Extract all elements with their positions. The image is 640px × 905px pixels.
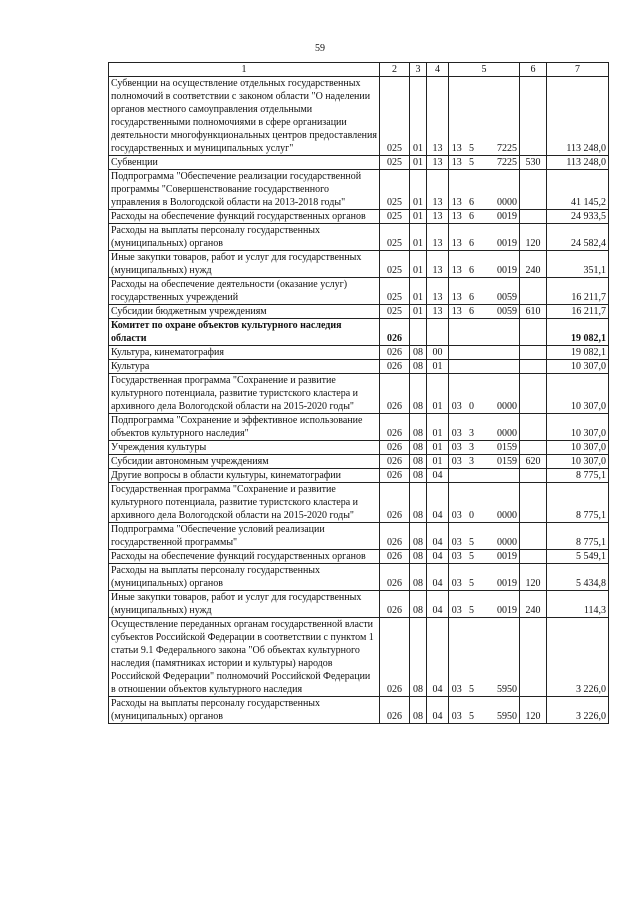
row-program-code: 03 (449, 374, 465, 414)
row-subsection: 04 (427, 564, 449, 591)
row-program-code: 03 (449, 564, 465, 591)
row-admin-code: 026 (380, 550, 410, 564)
row-subsection (427, 319, 449, 346)
row-admin-code: 025 (380, 278, 410, 305)
row-section: 08 (410, 374, 427, 414)
row-section: 01 (410, 278, 427, 305)
row-expense-type (520, 210, 547, 224)
row-admin-code: 026 (380, 319, 410, 346)
row-name: Расходы на обеспечение функций государственных органов (109, 550, 380, 564)
row-expense-type (520, 550, 547, 564)
budget-table (108, 62, 609, 724)
row-subprogram-code (465, 319, 479, 346)
row-expense-type (520, 374, 547, 414)
row-program-code: 03 (449, 523, 465, 550)
row-direction-code: 7225 (479, 156, 520, 170)
row-subprogram-code: 5 (465, 564, 479, 591)
header-col-4: 4 (427, 63, 449, 77)
row-program-code: 03 (449, 550, 465, 564)
row-subsection: 13 (427, 278, 449, 305)
row-section: 08 (410, 523, 427, 550)
row-name: Субвенции на осуществление отдельных государственных полномочий в соответствии с законом области "О наделении органов местного самоуправления отдельными государственными полномочиями в сфере организации деятельности многофункциональных центров предоставления государственных и муниципальных услуг" (109, 77, 380, 156)
row-name: Осуществление переданных органам государственной власти субъектов Российской Федерации в соответствии с пунктом 1 статьи 9.1 Федерального закона "Об объектах культурного наследия (памятниках истории и культуры) народов Российской Федерации" полномочий Российской Федерации в отношении объектов культурного наследия (109, 618, 380, 697)
row-direction-code: 0000 (479, 374, 520, 414)
row-subprogram-code (465, 346, 479, 360)
row-subsection: 13 (427, 77, 449, 156)
row-program-code: 03 (449, 618, 465, 697)
row-expense-type: 610 (520, 305, 547, 319)
row-subprogram-code: 5 (465, 523, 479, 550)
row-name: Субсидии бюджетным учреждениям (109, 305, 380, 319)
row-amount: 10 307,0 (547, 455, 609, 469)
row-subprogram-code: 5 (465, 591, 479, 618)
row-amount: 3 226,0 (547, 697, 609, 724)
row-expense-type (520, 77, 547, 156)
row-subsection: 13 (427, 156, 449, 170)
row-program-code: 13 (449, 156, 465, 170)
row-program-code (449, 319, 465, 346)
row-section (410, 319, 427, 346)
row-name: Подпрограмма "Сохранение и эффективное использование объектов культурного наследия" (109, 414, 380, 441)
table-row (109, 224, 609, 251)
row-amount: 113 248,0 (547, 77, 609, 156)
row-program-code: 03 (449, 483, 465, 523)
row-subprogram-code (465, 469, 479, 483)
row-subsection: 01 (427, 455, 449, 469)
row-program-code (449, 346, 465, 360)
row-admin-code: 025 (380, 305, 410, 319)
row-amount: 10 307,0 (547, 441, 609, 455)
row-subsection: 04 (427, 483, 449, 523)
row-name: Государственная программа "Сохранение и развитие культурного потенциала, развитие туристского кластера и архивного дела Вологодской области на 2015-2020 годы" (109, 483, 380, 523)
row-amount: 24 582,4 (547, 224, 609, 251)
row-subprogram-code: 0 (465, 374, 479, 414)
table-row (109, 550, 609, 564)
header-col-5: 5 (449, 63, 520, 77)
row-admin-code: 026 (380, 374, 410, 414)
row-admin-code: 026 (380, 346, 410, 360)
row-direction-code (479, 360, 520, 374)
row-program-code: 13 (449, 210, 465, 224)
row-direction-code (479, 469, 520, 483)
table-row (109, 305, 609, 319)
row-name: Расходы на обеспечение функций государственных органов (109, 210, 380, 224)
row-subsection: 04 (427, 469, 449, 483)
row-amount: 8 775,1 (547, 483, 609, 523)
row-section: 08 (410, 483, 427, 523)
row-program-code: 13 (449, 251, 465, 278)
row-direction-code: 0000 (479, 414, 520, 441)
row-expense-type: 240 (520, 591, 547, 618)
row-admin-code: 026 (380, 414, 410, 441)
table-row (109, 523, 609, 550)
row-program-code (449, 469, 465, 483)
row-program-code: 13 (449, 305, 465, 319)
row-program-code: 13 (449, 170, 465, 210)
header-col-2: 2 (380, 63, 410, 77)
row-name: Культура (109, 360, 380, 374)
row-admin-code: 026 (380, 469, 410, 483)
row-amount: 8 775,1 (547, 469, 609, 483)
row-program-code: 03 (449, 441, 465, 455)
row-subprogram-code (465, 360, 479, 374)
row-subsection: 01 (427, 360, 449, 374)
row-name: Другие вопросы в области культуры, кинематографии (109, 469, 380, 483)
row-name: Культура, кинематография (109, 346, 380, 360)
row-direction-code: 0059 (479, 278, 520, 305)
row-section: 01 (410, 224, 427, 251)
row-expense-type (520, 483, 547, 523)
header-col-7: 7 (547, 63, 609, 77)
row-program-code: 03 (449, 591, 465, 618)
row-subprogram-code: 5 (465, 550, 479, 564)
table-row (109, 697, 609, 724)
row-amount: 41 145,2 (547, 170, 609, 210)
row-subprogram-code: 5 (465, 618, 479, 697)
row-subsection: 04 (427, 550, 449, 564)
row-expense-type (520, 414, 547, 441)
row-subprogram-code: 6 (465, 278, 479, 305)
row-program-code (449, 360, 465, 374)
row-section: 01 (410, 156, 427, 170)
row-subprogram-code: 6 (465, 305, 479, 319)
row-amount: 113 248,0 (547, 156, 609, 170)
row-section: 08 (410, 346, 427, 360)
table-row (109, 564, 609, 591)
row-program-code: 13 (449, 278, 465, 305)
row-expense-type (520, 278, 547, 305)
row-name: Государственная программа "Сохранение и развитие культурного потенциала, развитие туристского кластера и архивного дела Вологодской области на 2015-2020 годы" (109, 374, 380, 414)
row-section: 08 (410, 618, 427, 697)
table-row (109, 469, 609, 483)
row-expense-type: 240 (520, 251, 547, 278)
row-expense-type (520, 319, 547, 346)
row-expense-type: 530 (520, 156, 547, 170)
row-expense-type: 620 (520, 455, 547, 469)
row-amount: 10 307,0 (547, 360, 609, 374)
row-admin-code: 026 (380, 523, 410, 550)
row-subsection: 00 (427, 346, 449, 360)
row-admin-code: 026 (380, 455, 410, 469)
row-section: 08 (410, 564, 427, 591)
table-row (109, 251, 609, 278)
row-admin-code: 025 (380, 77, 410, 156)
row-direction-code (479, 346, 520, 360)
row-amount: 5 434,8 (547, 564, 609, 591)
row-name: Иные закупки товаров, работ и услуг для государственных (муниципальных) нужд (109, 251, 380, 278)
row-name: Расходы на выплаты персоналу государственных (муниципальных) органов (109, 564, 380, 591)
row-section: 01 (410, 251, 427, 278)
row-admin-code: 026 (380, 483, 410, 523)
row-subprogram-code: 5 (465, 697, 479, 724)
row-direction-code: 0159 (479, 441, 520, 455)
row-expense-type (520, 469, 547, 483)
row-name: Подпрограмма "Обеспечение условий реализации государственной программы" (109, 523, 380, 550)
row-subsection: 01 (427, 374, 449, 414)
row-section: 01 (410, 170, 427, 210)
row-amount: 8 775,1 (547, 523, 609, 550)
row-admin-code: 025 (380, 210, 410, 224)
row-amount: 16 211,7 (547, 278, 609, 305)
table-row (109, 170, 609, 210)
row-direction-code: 0019 (479, 564, 520, 591)
row-subprogram-code: 3 (465, 455, 479, 469)
row-program-code: 13 (449, 224, 465, 251)
row-program-code: 03 (449, 455, 465, 469)
row-expense-type (520, 360, 547, 374)
row-expense-type (520, 346, 547, 360)
row-subsection: 13 (427, 305, 449, 319)
table-row (109, 591, 609, 618)
row-section: 08 (410, 550, 427, 564)
row-direction-code: 5950 (479, 697, 520, 724)
row-subsection: 04 (427, 523, 449, 550)
row-direction-code: 5950 (479, 618, 520, 697)
row-admin-code: 026 (380, 360, 410, 374)
row-amount: 351,1 (547, 251, 609, 278)
row-name: Субсидии автономным учреждениям (109, 455, 380, 469)
table-row (109, 455, 609, 469)
row-amount: 5 549,1 (547, 550, 609, 564)
table-row (109, 374, 609, 414)
table-row (109, 278, 609, 305)
table-row (109, 360, 609, 374)
row-expense-type (520, 441, 547, 455)
row-direction-code: 0059 (479, 305, 520, 319)
row-amount: 16 211,7 (547, 305, 609, 319)
table-row (109, 77, 609, 156)
row-section: 08 (410, 591, 427, 618)
row-direction-code: 0000 (479, 523, 520, 550)
row-section: 08 (410, 469, 427, 483)
table-row (109, 210, 609, 224)
row-direction-code: 0019 (479, 224, 520, 251)
row-expense-type (520, 523, 547, 550)
row-direction-code: 0019 (479, 210, 520, 224)
table-row (109, 441, 609, 455)
row-direction-code: 7225 (479, 77, 520, 156)
row-admin-code: 025 (380, 251, 410, 278)
table-row (109, 156, 609, 170)
row-subsection: 13 (427, 251, 449, 278)
header-col-1: 1 (109, 63, 380, 77)
row-subsection: 04 (427, 591, 449, 618)
row-section: 08 (410, 360, 427, 374)
row-subsection: 01 (427, 441, 449, 455)
row-amount: 114,3 (547, 591, 609, 618)
row-section: 01 (410, 305, 427, 319)
row-admin-code: 026 (380, 697, 410, 724)
row-name: Учреждения культуры (109, 441, 380, 455)
row-admin-code: 026 (380, 441, 410, 455)
table-row (109, 319, 609, 346)
row-admin-code: 026 (380, 591, 410, 618)
row-section: 08 (410, 697, 427, 724)
row-name: Расходы на обеспечение деятельности (оказание услуг) государственных учреждений (109, 278, 380, 305)
row-name: Расходы на выплаты персоналу государственных (муниципальных) органов (109, 224, 380, 251)
row-subprogram-code: 5 (465, 156, 479, 170)
table-row (109, 483, 609, 523)
row-subprogram-code: 6 (465, 210, 479, 224)
row-admin-code: 025 (380, 170, 410, 210)
row-amount: 10 307,0 (547, 414, 609, 441)
row-direction-code: 0000 (479, 483, 520, 523)
table-row (109, 414, 609, 441)
row-subprogram-code: 6 (465, 224, 479, 251)
row-expense-type: 120 (520, 224, 547, 251)
row-expense-type (520, 618, 547, 697)
row-amount: 24 933,5 (547, 210, 609, 224)
row-section: 01 (410, 210, 427, 224)
row-program-code: 03 (449, 697, 465, 724)
row-direction-code: 0000 (479, 170, 520, 210)
row-subprogram-code: 0 (465, 483, 479, 523)
row-subsection: 13 (427, 224, 449, 251)
row-amount: 19 082,1 (547, 319, 609, 346)
row-direction-code: 0019 (479, 550, 520, 564)
row-admin-code: 026 (380, 618, 410, 697)
row-subprogram-code: 6 (465, 170, 479, 210)
row-subprogram-code: 3 (465, 441, 479, 455)
header-col-6: 6 (520, 63, 547, 77)
row-expense-type (520, 170, 547, 210)
row-section: 08 (410, 441, 427, 455)
row-name: Комитет по охране объектов культурного наследия области (109, 319, 380, 346)
row-program-code: 13 (449, 77, 465, 156)
row-subsection: 13 (427, 210, 449, 224)
row-name: Подпрограмма "Обеспечение реализации государственной программы "Совершенствование государственного управления в Вологодской области на 2013-2018 годы" (109, 170, 380, 210)
header-col-3: 3 (410, 63, 427, 77)
row-amount: 19 082,1 (547, 346, 609, 360)
row-name: Расходы на выплаты персоналу государственных (муниципальных) органов (109, 697, 380, 724)
row-amount: 3 226,0 (547, 618, 609, 697)
row-section: 01 (410, 77, 427, 156)
row-admin-code: 025 (380, 156, 410, 170)
table-header-row (109, 63, 609, 77)
page-number: 59 (315, 43, 325, 54)
row-subprogram-code: 6 (465, 251, 479, 278)
row-subsection: 04 (427, 618, 449, 697)
row-subprogram-code: 3 (465, 414, 479, 441)
row-direction-code: 0019 (479, 251, 520, 278)
row-subsection: 13 (427, 170, 449, 210)
row-expense-type: 120 (520, 697, 547, 724)
row-subsection: 01 (427, 414, 449, 441)
row-subprogram-code: 5 (465, 77, 479, 156)
row-direction-code (479, 319, 520, 346)
table-row (109, 618, 609, 697)
row-direction-code: 0019 (479, 591, 520, 618)
row-name: Иные закупки товаров, работ и услуг для государственных (муниципальных) нужд (109, 591, 380, 618)
table-row (109, 346, 609, 360)
row-subsection: 04 (427, 697, 449, 724)
row-name: Субвенции (109, 156, 380, 170)
row-section: 08 (410, 455, 427, 469)
row-admin-code: 025 (380, 224, 410, 251)
row-expense-type: 120 (520, 564, 547, 591)
row-section: 08 (410, 414, 427, 441)
row-direction-code: 0159 (479, 455, 520, 469)
row-program-code: 03 (449, 414, 465, 441)
row-admin-code: 026 (380, 564, 410, 591)
row-amount: 10 307,0 (547, 374, 609, 414)
